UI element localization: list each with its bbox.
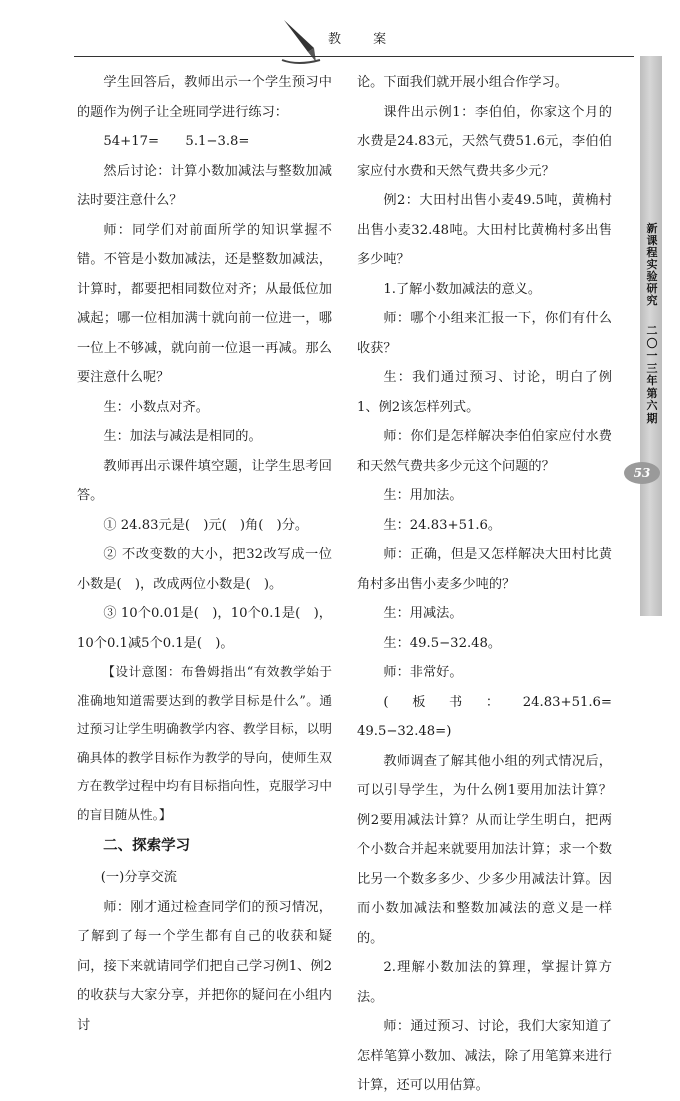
journal-name: 新课程实验研究 <box>646 222 658 307</box>
design-intent-note: 【设计意图：布鲁姆指出“有效教学始于准确地知道需要达到的教学目标是什么”。通过预习让学生明确教学内容、教学目标，以明确具体的教学目标作为教学的导向，使师生双方在教学过程中均有目标指向性，克服学习中的盲目随从性。】 <box>77 664 332 822</box>
paragraph: 生：用加法。 <box>383 488 463 503</box>
paragraph: 师：刚才通过检查同学们的预习情况，了解到了每一个学生都有自己的收获和疑问，接下来就请同学们把自己学习例1、例2的收获与大家分享，并把你的疑问在小组内讨 <box>77 899 332 1033</box>
paragraph: 师：正确，但是又怎样解决大田村比黄角村多出售小麦多少吨的？ <box>357 547 612 592</box>
issue-label: 二〇一三年 第六期 <box>646 324 658 425</box>
page-number: 53 <box>624 462 660 484</box>
paragraph: 生：24.83+51.6。 <box>383 517 502 533</box>
paragraph: 学生回答后，教师出示一个学生预习中的题作为例子让全班同学进行练习： <box>77 75 332 120</box>
exercise-item: ① 24.83元是( )元( )角( )分。 <box>103 517 309 533</box>
paragraph: 生：用减法。 <box>383 606 463 621</box>
subsection-heading: (一)分享交流 <box>100 870 177 885</box>
paragraph: 师：哪个小组来汇报一下，你们有什么收获？ <box>357 311 612 356</box>
paragraph: 师：你们是怎样解决李伯伯家应付水费和天然气费共多少元这个问题的？ <box>357 429 612 474</box>
paragraph: 1.了解小数加减法的意义。 <box>383 281 542 297</box>
paragraph: 生：加法与减法是相同的。 <box>103 429 262 444</box>
paragraph: 论。下面我们就开展小组合作学习。 <box>357 75 568 90</box>
formula-line: 54+17= 5.1−3.8= <box>103 134 250 149</box>
paragraph: 师：通过预习、讨论，我们大家知道了怎样笔算小数加、减法，除了用笔算来进行计算，还可以用估算。 <box>357 1019 612 1093</box>
exercise-item: ② 不改变数的大小，把32改写成一位小数是( )，改成两位小数是( )。 <box>77 547 332 592</box>
paragraph: 师：同学们对前面所学的知识掌握不错。不管是小数加减法，还是整数加减法，计算时，都要把相同数位对齐；从最低位加减起；哪一位相加满十就向前一位进一，哪一位上不够减，就向前一位退一再减。那么要注意什么呢？ <box>77 222 332 385</box>
section-heading: 二、探索学习 <box>103 838 191 854</box>
paragraph: 教师再出示课件填空题，让学生思考回答。 <box>77 458 332 503</box>
board-note: (板书：24.83+51.6= 49.5−32.48=) <box>357 694 652 739</box>
paragraph: 生：我们通过预习、讨论，明白了例1、例2该怎样列式。 <box>357 370 612 415</box>
exercise-item: ③ 10个0.01是( )，10个0.1是( )，10个0.1减5个0.1是( )。 <box>77 606 332 651</box>
header-title: 教 案 <box>328 32 401 47</box>
page-header <box>0 0 680 75</box>
paragraph: 2.理解小数加法的算理，掌握计算方法。 <box>357 960 612 1005</box>
paragraph: 生：小数点对齐。 <box>103 399 209 415</box>
pen-icon <box>278 16 322 66</box>
paragraph: 然后讨论：计算小数加减法与整数加减法时要注意什么？ <box>77 163 332 208</box>
left-column <box>77 68 332 1040</box>
paragraph: 生：49.5−32.48。 <box>383 635 502 651</box>
header-rule <box>74 56 634 57</box>
paragraph: 教师调查了解其他小组的列式情况后，可以引导学生，为什么例1要用加法计算？例2要用减法计算？从而让学生明白，把两个小数合并起来就要用加法计算；求一个数比另一个数多多少、少多少用减法计算。因而小数加减法和整数加减法的意义是一样的。 <box>357 753 612 946</box>
example-problem: 课件出示例1：李伯伯，你家这个月的水费是24.83元，天然气费51.6元，李伯伯家应付水费和天然气费共多少元？ <box>357 104 612 179</box>
example-problem: 例2：大田村出售小麦49.5吨，黄桷村出售小麦32.48吨。大田村比黄桷村多出售多少吨？ <box>357 193 612 267</box>
paragraph: 师：非常好。 <box>383 665 463 680</box>
